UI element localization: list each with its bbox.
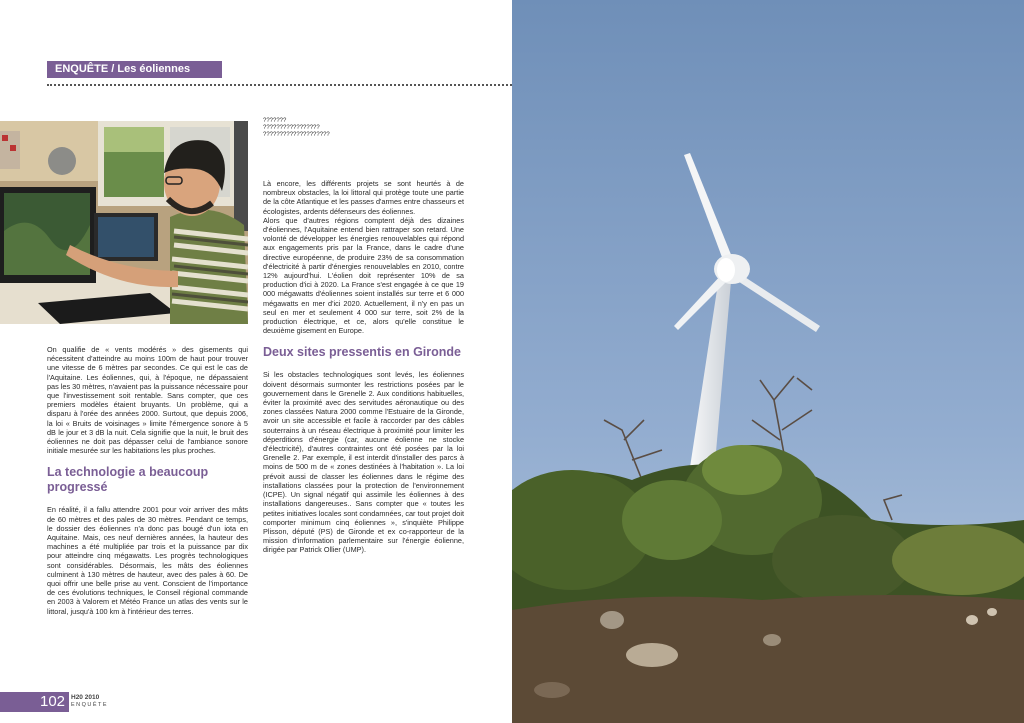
paragraph: Là encore, les différents projets se sont heurtés à de nombreux obstacles, la loi littoral qui protège toute une partie de la côte Atlantique et les passes d'armes entre chasseurs et écologistes, ardents défenseurs des éoliennes. — [263, 179, 464, 216]
article-column-left — [47, 345, 248, 616]
paragraph: Si les obstacles technologiques sont levés, les éoliennes doivent désormais surmonter les restrictions posées par le gouvernement dans le Grenelle 2. Aux conditions habituelles, éviter la proximité avec des servitudes aéronautique ou des zones classées Natura 2000 comme l'Estuaire de la Gironde, avoir un site accessible et facile à raccorder par des câbles souterrains à un réseau électrique à proximité pour limiter les déperditions d'énergie (car, aucune éolienne ne stocke d'électricité), d'autres contraintes ont été posées par la loi Grenelle 2. Par exemple, il est interdit d'installer des parcs à moins de 500 m de « zones destinées à l'habitation ». La loi prévoit aussi de classer les éoliennes dans le régime des installations classées pour la protection de l'environnement (ICPE). Un signal négatif qui assimile les éoliennes à des installations dangereuses.. Sans compter que « toutes les petites initiatives locales sont condamnées, car tout projet doit comporter minimum cinq éoliennes », s'inquiète Philippe Plisson, député (PS) de Gironde et ex co-rapporteur de la mission d'information parlementaire sur l'énergie éolienne, dirigée par Patrick Ollier (UMP). — [263, 370, 464, 555]
section-topic: Les éoliennes — [117, 63, 191, 75]
section-separator: / — [108, 63, 118, 75]
article-column-right — [263, 179, 464, 555]
page-number: 102 — [40, 693, 66, 710]
man-at-computer-image — [0, 121, 248, 324]
paragraph: En réalité, il a fallu attendre 2001 pour voir arriver des mâts de 60 mètres et des pales de 30 mètres. Pendant ce temps, le dossier des éoliennes n'a donc pas bougé d'un iota en Aquitaine. Mais, ces neuf dernières années, la hauteur des machines a été multipliée par trois et la puissance par dix pour atteindre cinq mégawatts. Les progrès technologiques sont considérables. Désormais, les mâts des éoliennes culminent à 130 mètres de hauteur, avec des pales à 60. De quoi offrir une belle prise au vent. Conscient de l'importance de ces évolutions techniques, le Conseil régional commande en 2003 à Valorem et Météo France un atlas des vents sur le littoral, jusqu'à 100 km à l'intérieur des terres. — [47, 505, 248, 616]
section-name: ENQUÊTE — [55, 63, 109, 75]
section-tag — [47, 61, 222, 78]
caption-line: ??????? — [263, 118, 287, 124]
paragraph: On qualifie de « vents modérés » des gisements qui nécessitent d'atteindre au moins 100m de haut pour trouver une vitesse de 6 mètres par secondes. Ce qui est le cas de l'Aquitaine. Les éoliennes, qui, à l'époque, ne dépassaient pas les 30 mètres, n'avaient pas la puissance nécessaire pour que l'investissement soit rentable. Sans compter, que ces premiers modèles étaient bruyants. Un problème, qui a disparu à l'orée des années 2000. Surtout, que depuis 2006, la loi « Bruits de voisinages » limite l'émergence sonore à 5 dB le jour et 3 dB la nuit. Cela signifie que la nuit, le bruit des éoliennes ne doit pas dépasser celui de l'ambiance sonore initiale mesurée sur les habitations les plus proches. — [47, 345, 248, 456]
wind-turbine-illustration — [512, 0, 1024, 723]
wind-turbine-image — [512, 0, 1024, 723]
subheading-technology: La technologie a beaucoup progressé — [47, 465, 209, 495]
subheading-gironde: Deux sites pressentis en Gironde — [263, 345, 461, 360]
dotted-rule — [47, 84, 512, 86]
paragraph: Alors que d'autres régions comptent déjà des dizaines d'éoliennes, l'Aquitaine entend bien rattraper son retard. Une volonté de développer les énergies renouvelables qui répond aux engagements pris par la France, dans le cadre d'une directive européenne, de produire 23% de sa consommation d'électricité à partir d'énergies renouvelables en 2010, contre 12% aujourd'hui. L'éolien doit représenter 10% de sa production d'ici à 2020. La France s'est engagée à ce que 19 000 mégawatts d'éoliennes soient installés sur terre et 6 000 mégawatts en mer d'ici 2020. Actuellement, il n'y en pas un seul en mer et seulement 4 000 sur terre, soit 2% de la production électrique, et ce, alors qu'elle constitue le deuxième gisement en Europe. — [263, 215, 464, 336]
magazine-subtitle: ENQUÊTE — [71, 702, 109, 708]
caption-line: ???????????????????? — [263, 132, 330, 138]
magazine-name: H20 2010 — [71, 694, 100, 701]
caption-line: ????????????????? — [263, 125, 320, 131]
photo-caption — [263, 118, 330, 139]
photo-illustration — [0, 121, 248, 324]
